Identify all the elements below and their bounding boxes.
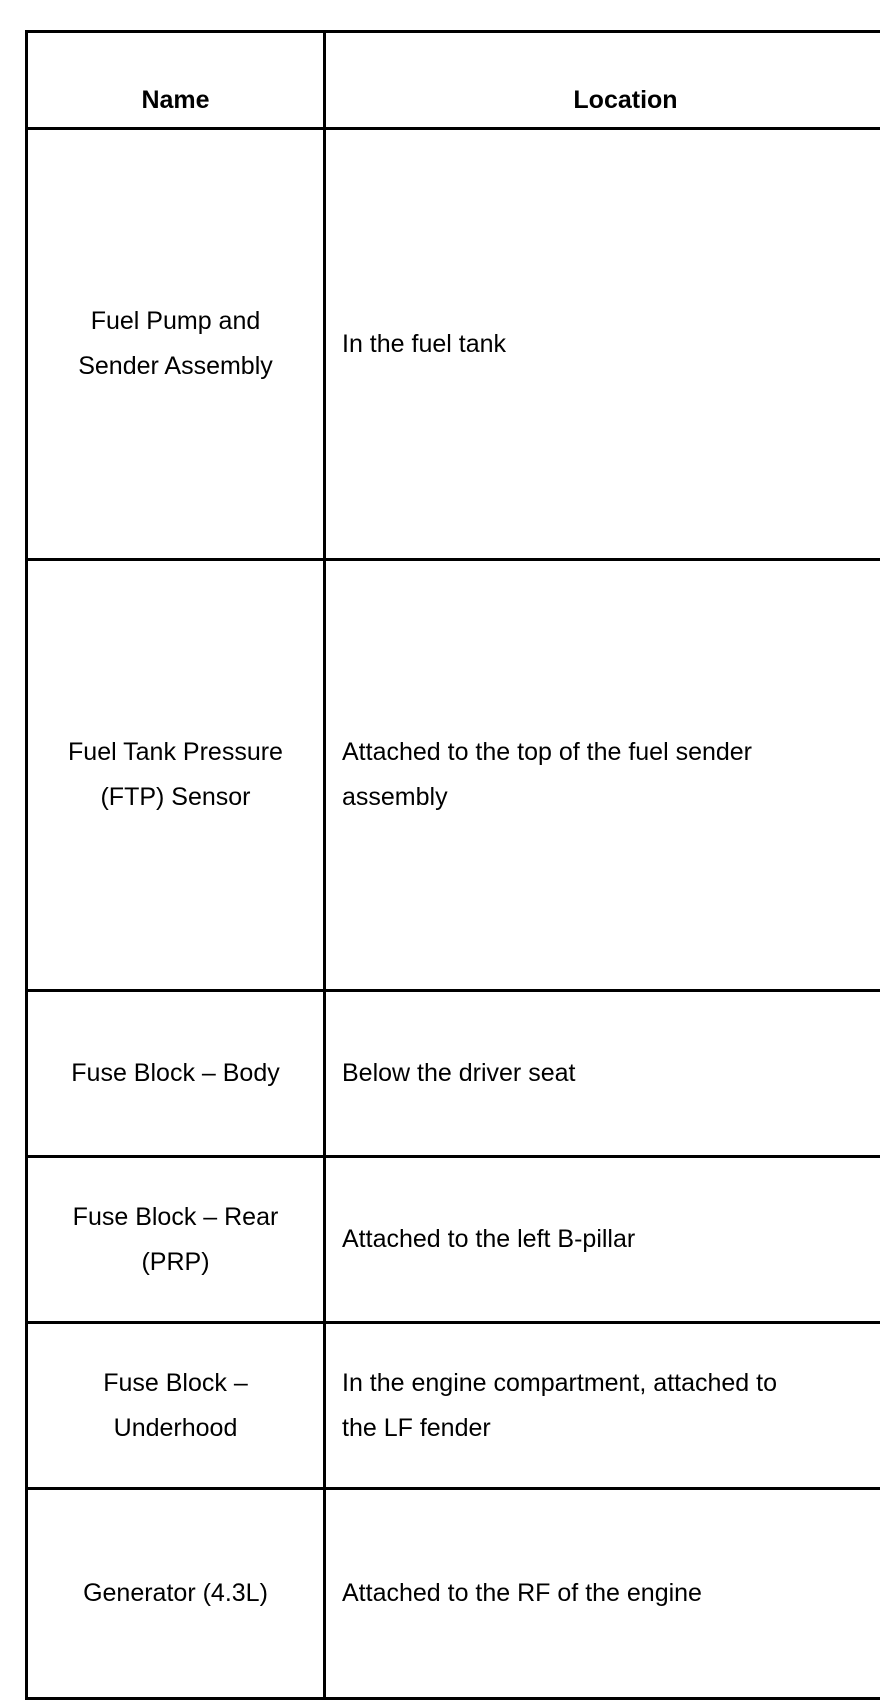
component-location: Attached to the RF of the engine (325, 1489, 880, 1699)
component-name: Fuse Block – Rear (PRP) (27, 1157, 325, 1323)
header-name: Name (27, 32, 325, 129)
component-location: In the engine compartment, attached to the LF fender (325, 1323, 880, 1489)
header-location: Location (325, 32, 880, 129)
component-location-table (25, 30, 880, 1700)
component-location: In the fuel tank (325, 129, 880, 560)
component-name: Fuse Block – Body (27, 991, 325, 1157)
table-row (27, 560, 880, 991)
table-row (27, 991, 880, 1157)
component-location: Attached to the top of the fuel sender assembly (325, 560, 880, 991)
table-row (27, 129, 880, 560)
table-row (27, 1323, 880, 1489)
component-name: Fuel Pump and Sender Assembly (27, 129, 325, 560)
table-row (27, 1157, 880, 1323)
table-row (27, 1489, 880, 1699)
component-name: Fuse Block – Underhood (27, 1323, 325, 1489)
table-header-row (27, 32, 880, 129)
component-location-table-wrapper (25, 30, 880, 1700)
component-location: Below the driver seat (325, 991, 880, 1157)
component-name: Generator (4.3L) (27, 1489, 325, 1699)
component-location: Attached to the left B-pillar (325, 1157, 880, 1323)
component-name: Fuel Tank Pressure (FTP) Sensor (27, 560, 325, 991)
